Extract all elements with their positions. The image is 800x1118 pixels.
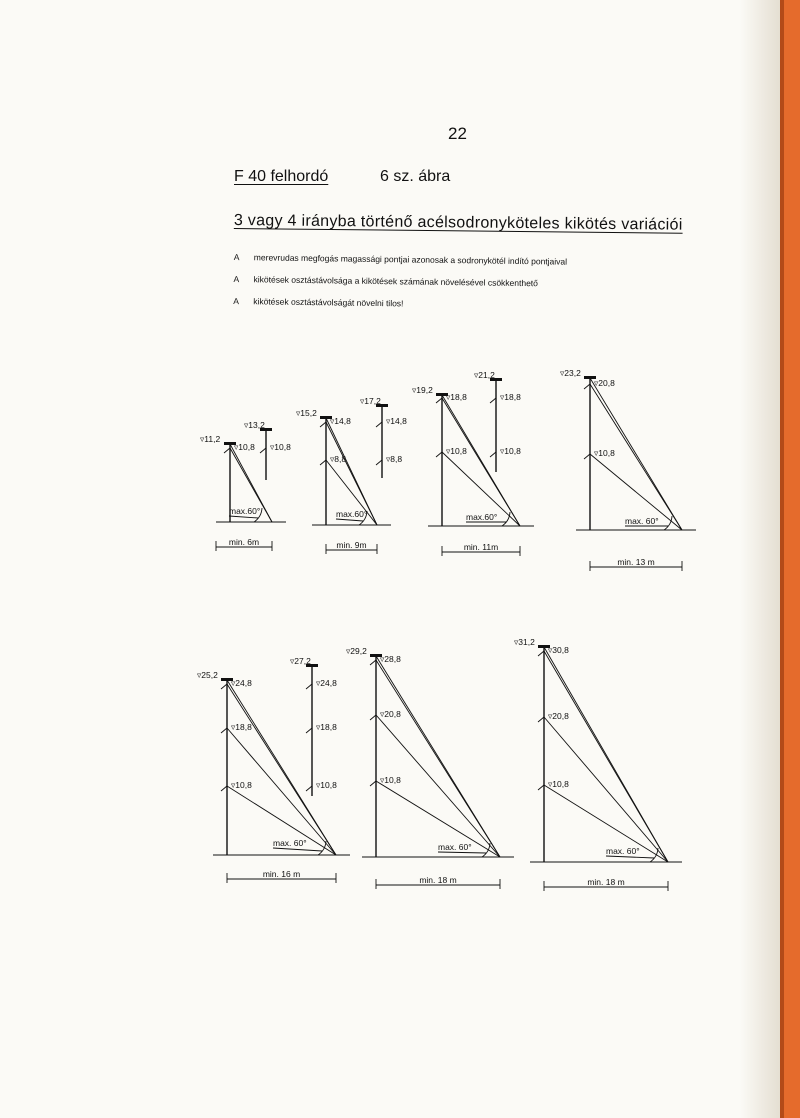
section-title: F 40 felhordó [234, 168, 329, 185]
angle-arc [502, 512, 510, 526]
page-number: 22 [448, 124, 467, 143]
side-elevation-label: ▿10,8 [500, 446, 521, 456]
note-marker: A [233, 273, 240, 285]
angle-leader [273, 848, 322, 851]
mast-diagram-d4 [560, 368, 696, 571]
elevation-label: ▿29,2 [346, 646, 367, 656]
side-elevation-label: ▿27,2 [290, 656, 311, 666]
elevation-label: ▿10,8 [380, 775, 401, 785]
elevation-label: ▿23,2 [560, 368, 581, 378]
angle-leader [438, 852, 486, 853]
elevation-label: ▿28,8 [380, 654, 401, 664]
bracket-stub [538, 785, 544, 790]
bracket-stub [370, 715, 376, 720]
mast-diagram-d5 [197, 656, 350, 883]
distance-label: min. 16 m [262, 869, 301, 879]
distance-label: min. 9m [336, 540, 367, 550]
guy-wire [442, 395, 520, 526]
mast-diagram-d7 [514, 637, 682, 891]
distance-label: min. 18 m [419, 875, 457, 885]
elevation-label: ▿14,8 [330, 416, 351, 426]
angle-leader [606, 856, 654, 858]
note-text: merevrudas megfogás magassági pontjai azonosak a sodronykötél indító pontjaival [253, 252, 568, 267]
side-elevation-label: ▿18,8 [316, 722, 337, 732]
angle-label: max. 60° [438, 842, 472, 852]
elevation-label: ▿31,2 [514, 637, 535, 647]
elevation-label: ▿11,2 [200, 434, 221, 444]
elevation-label: ▿19,2 [412, 385, 433, 395]
angle-label: max.60° [336, 509, 368, 519]
guy-wire [376, 715, 500, 857]
bracket-stub [584, 384, 590, 389]
elevation-label: ▿25,2 [197, 670, 218, 680]
mast-diagram-d3 [412, 370, 534, 556]
bracket-stub [370, 781, 376, 786]
note-marker: A [233, 295, 239, 307]
bracket-stub [306, 684, 312, 689]
angle-label: max.60° [229, 506, 261, 516]
bracket-stub [221, 684, 227, 689]
elevation-label: ▿18,8 [446, 392, 467, 402]
distance-label: min. 6m [228, 537, 260, 547]
elevation-label: ▿10,8 [446, 446, 467, 456]
bracket-stub [376, 460, 382, 465]
distance-label: min. 13 m [617, 557, 655, 567]
side-elevation-label: ▿13,2 [244, 420, 265, 430]
guy-wire [227, 680, 336, 855]
mast-diagram-d2 [296, 396, 407, 554]
bracket-stub [224, 448, 230, 453]
elevation-label: ▿8,8 [330, 454, 347, 464]
angle-label: max. 60° [625, 516, 659, 526]
guy-wire [544, 647, 668, 862]
bracket-stub [320, 422, 326, 427]
bracket-stub [584, 454, 590, 459]
guy-wire [227, 728, 336, 855]
elevation-label: ▿10,8 [594, 448, 615, 458]
elevation-label: ▿20,8 [548, 711, 569, 721]
bracket-stub [320, 460, 326, 465]
bracket-stub [306, 786, 312, 791]
bracket-stub [306, 728, 312, 733]
elevation-label: ▿10,8 [234, 442, 255, 452]
side-elevation-label: ▿24,8 [316, 678, 337, 688]
angle-label: max.60° [466, 512, 498, 522]
elevation-label: ▿18,8 [231, 722, 252, 732]
bracket-stub [490, 398, 496, 403]
elevation-label: ▿20,8 [594, 378, 615, 388]
angle-leader [229, 516, 258, 518]
bracket-stub [221, 728, 227, 733]
bracket-stub [436, 398, 442, 403]
bracket-stub [376, 422, 382, 427]
figure-subtitle: 3 vagy 4 irányba történő acélsodronyköteles kikötés variációi [233, 212, 683, 234]
bracket-stub [436, 452, 442, 457]
elevation-label: ▿30,8 [548, 645, 569, 655]
guy-wire [376, 656, 500, 857]
angle-label: max. 60° [273, 838, 307, 848]
side-elevation-label: ▿14,8 [386, 416, 407, 426]
note-marker: A [233, 251, 240, 263]
side-elevation-label: ▿8,8 [386, 454, 403, 464]
guy-wire [544, 717, 668, 862]
elevation-label: ▿10,8 [231, 780, 252, 790]
figure-number: 6 sz. ábra [380, 168, 451, 185]
note-text: kikötések osztástávolságát növelni tilos! [253, 296, 404, 309]
elevation-label: ▿10,8 [548, 779, 569, 789]
side-elevation-label: ▿17,2 [360, 396, 381, 406]
bracket-stub [538, 651, 544, 656]
angle-label: max. 60° [606, 846, 640, 856]
side-elevation-label: ▿18,8 [500, 392, 521, 402]
side-elevation-label: ▿10,8 [316, 780, 337, 790]
side-elevation-label: ▿21,2 [474, 370, 495, 380]
bracket-stub [370, 660, 376, 665]
bracket-stub [490, 452, 496, 457]
elevation-label: ▿20,8 [380, 709, 401, 719]
note-text: kikötések osztástávolsága a kikötések számának növelésével csökkenthető [253, 274, 539, 289]
elevation-label: ▿24,8 [231, 678, 252, 688]
bracket-stub [538, 717, 544, 722]
bracket-stub [260, 448, 266, 453]
distance-label: min. 11m [463, 542, 499, 552]
elevation-label: ▿15,2 [296, 408, 317, 418]
bracket-stub [221, 786, 227, 791]
angle-leader [336, 519, 363, 521]
distance-label: min. 18 m [587, 877, 625, 887]
mast-diagram-d1 [200, 420, 291, 551]
mast-diagram-d6 [346, 646, 514, 889]
side-elevation-label: ▿10,8 [270, 442, 291, 452]
